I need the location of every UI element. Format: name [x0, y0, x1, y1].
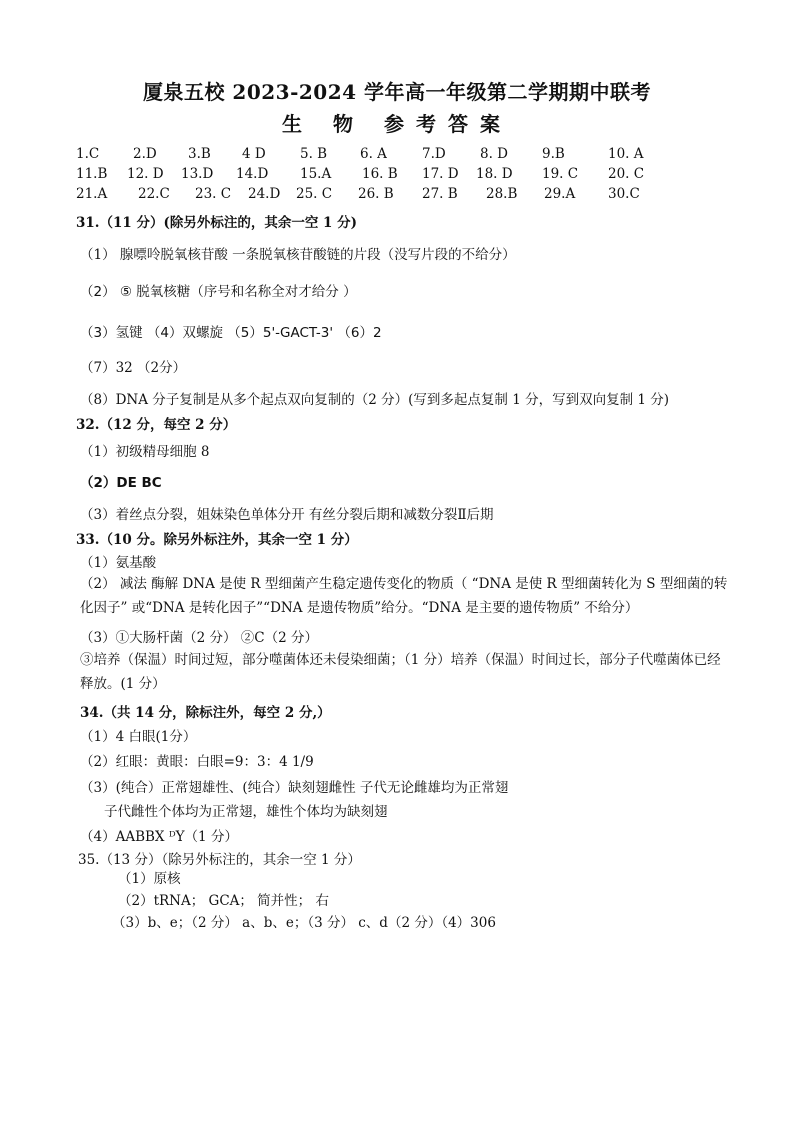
- answer-item: 19. C: [542, 166, 579, 182]
- answer-item: 6. A: [360, 146, 387, 162]
- q31-heading: 31.（11 分）(除另外标注的，其余一空 1 分): [76, 215, 358, 231]
- answer-item: 13.D: [181, 166, 214, 182]
- answer-item: 14.D: [236, 166, 269, 182]
- answer-item: 9.B: [542, 146, 565, 162]
- answer-item: 1.C: [76, 146, 100, 162]
- answer-item: 18. D: [476, 166, 513, 182]
- answer-item: 26. B: [358, 186, 394, 202]
- q35-heading: 35.（13 分）（除另外标注的，其余一空 1 分）: [78, 852, 361, 868]
- q34-line-1: （1）4 白眼(1分）: [80, 729, 197, 745]
- answer-item: 5. B: [300, 146, 328, 162]
- answer-item: 29.A: [544, 186, 576, 202]
- q33-line-1: （1）氨基酸: [80, 555, 157, 571]
- page-subtitle: 生 物 参考答案: [282, 112, 512, 136]
- q35-line-1: （1）原核: [118, 871, 181, 887]
- answer-item: 2.D: [133, 146, 157, 162]
- answer-item: 23. C: [195, 186, 232, 202]
- q33-heading: 33.（10 分。除另外标注外，其余一空 1 分）: [76, 532, 358, 548]
- q34-line-4: 子代雌性个体均为正常翅，雄性个体均为缺刻翅: [104, 804, 388, 820]
- q34-line-5: （4）AABBX ᴰY（1 分）: [80, 829, 238, 845]
- q33-line-4: ③培养（保温）时间过短，部分噬菌体还未侵染细菌；（1 分）培养（保温）时间过长，部分子代噬菌体已经释放。(1 分）: [80, 652, 721, 692]
- answer-item: 22.C: [138, 186, 170, 202]
- q35-line-2: （2）tRNA； GCA； 简并性； 右: [118, 893, 329, 909]
- answer-item: 10. A: [608, 146, 644, 162]
- q31-line-5: （8）DNA 分子复制是从多个起点双向复制的（2 分）(写到多起点复制 1 分，写到双向复制 1 分): [80, 392, 670, 408]
- answer-item: 11.B: [76, 166, 108, 182]
- q31-line-1: （1） 腺嘌呤脱氧核苷酸 一条脱氧核苷酸链的片段（没写片段的不给分）: [80, 247, 516, 263]
- q34-line-3: （3）(纯合）正常翅雄性、(纯合）缺刻翅雌性 子代无论雌雄均为正常翅: [80, 780, 509, 796]
- answer-item: 27. B: [422, 186, 458, 202]
- answer-row-2: [76, 166, 736, 184]
- answer-item: 30.C: [608, 186, 640, 202]
- answer-row-1: [76, 146, 736, 164]
- q32-line-3: （3）着丝点分裂，姐妹染色单体分开 有丝分裂后期和减数分裂Ⅱ后期: [80, 507, 494, 523]
- answer-item: 4 D: [242, 146, 266, 162]
- q35-line-3: （3）b、e；（2 分） a、b、e；（3 分） c、d（2 分）（4）306: [112, 915, 496, 931]
- answer-item: 21.A: [76, 186, 108, 202]
- answer-item: 16. B: [362, 166, 398, 182]
- answer-item: 7.D: [422, 146, 446, 162]
- answer-item: 8. D: [480, 146, 508, 162]
- answer-item: 20. C: [608, 166, 645, 182]
- page-title: 厦泉五校 2023-2024 学年高一年级第二学期期中联考: [142, 80, 652, 104]
- q32-line-2: （2）DE BC: [80, 475, 162, 491]
- answer-row-3: [76, 186, 736, 204]
- answer-item: 12. D: [127, 166, 164, 182]
- answer-item: 17. D: [422, 166, 459, 182]
- answer-item: 28.B: [486, 186, 518, 202]
- q34-line-2: （2）红眼：黄眼：白眼=9：3：4 1/9: [80, 754, 314, 770]
- q32-heading: 32.（12 分，每空 2 分）: [76, 417, 237, 433]
- q33-line-2: （2） 减法 酶解 DNA 是使 R 型细菌产生稳定遗传变化的物质（ “DNA 是使 R 型细菌转化为 S 型细菌的转化因子” 或“DNA 是转化因子”“DNA 是遗传物质”给分。“DNA 是主要的遗传物质” 不给分）: [80, 576, 728, 616]
- q31-line-3: （3）氢键 （4）双螺旋 （5）5'-GACT-3' （6）2: [80, 325, 382, 341]
- answer-item: 25. C: [296, 186, 333, 202]
- q34-heading: 34.（共 14 分，除标注外，每空 2 分,）: [80, 705, 331, 721]
- q33-line-3: （3）①大肠杆菌（2 分） ②C（2 分）: [80, 630, 318, 646]
- answer-item: 15.A: [300, 166, 332, 182]
- q32-line-1: （1）初级精母细胞 8: [80, 444, 210, 460]
- answer-item: 3.B: [188, 146, 211, 162]
- q31-line-2: （2） ⑤ 脱氧核糖（序号和名称全对才给分 ）: [80, 284, 357, 300]
- answer-item: 24.D: [248, 186, 281, 202]
- q31-line-4: （7）32 （2分）: [80, 360, 187, 376]
